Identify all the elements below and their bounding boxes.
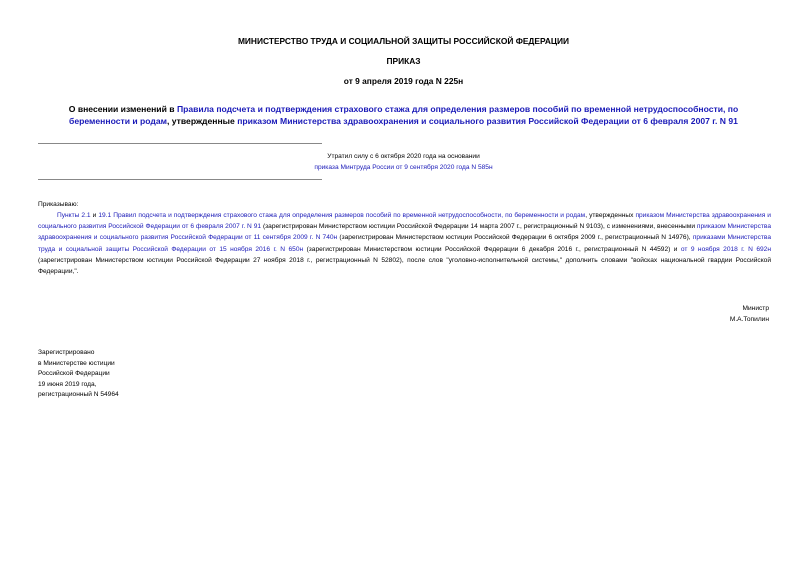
title-prefix: О внесении изменений в	[68, 104, 177, 114]
text-and: и	[90, 212, 99, 219]
text-registration-1: (зарегистрирован Министерством юстиции Российской Федерации 14 марта 2007 г., регистрационный N 9103), с изменениями, внесенными	[261, 223, 697, 231]
document-type: ПРИКАЗ	[386, 56, 421, 66]
link-point-2-1[interactable]: Пункты 2.1	[57, 212, 91, 219]
signature-name: М.А.Топилин	[729, 315, 769, 323]
lost-force-link[interactable]: приказа Минтруда России от 9 сентября 2020 года N 585н	[314, 164, 493, 171]
divider-top	[38, 143, 322, 144]
document-title	[40, 103, 767, 127]
link-point-19-1[interactable]: 19.1	[98, 212, 112, 219]
lost-force-note	[250, 151, 557, 173]
registration-line-4: 19 июня 2019 года,	[38, 380, 97, 388]
order-paragraph	[38, 210, 771, 277]
signature-block	[560, 304, 769, 325]
order-label: Приказываю:	[38, 201, 79, 208]
title-mid: , утвержденные	[167, 116, 238, 126]
title-link-rules[interactable]: Правила подсчета и подтверждения страхового стажа для определения размеров пособий по временной нетрудоспособности, по беременности и родам	[69, 104, 739, 126]
text-registration-2: (зарегистрирован Министерством юстиции Российской Федерации 6 октября 2009 г., регистрационный N 14976),	[337, 234, 693, 242]
text-registration-3: (зарегистрирован Министерством юстиции Российской Федерации 6 декабря 2016 г., регистрационный N 44592) и	[303, 245, 681, 253]
signature-position: Министр	[742, 305, 769, 312]
divider-bottom	[38, 179, 322, 180]
link-order-91[interactable]: приказом Министерства здравоохранения и социального развития Российской Федерации от 6 февраля 2007 г. N 91	[38, 212, 771, 231]
link-rules[interactable]: Правил подсчета и подтверждения страхового стажа для определения размеров пособий по временной нетрудоспособности, по беременности и родам	[111, 212, 586, 219]
ministry-heading: МИНИСТЕРСТВО ТРУДА И СОЦИАЛЬНОЙ ЗАЩИТЫ РОССИЙСКОЙ ФЕДЕРАЦИИ	[237, 36, 570, 46]
document-date-number: от 9 апреля 2019 года N 225н	[343, 76, 464, 86]
registration-line-2: в Министерстве юстиции	[38, 359, 115, 367]
link-order-650n[interactable]: приказами Министерства труда и социальной защиты Российской Федерации от 15 ноября 2016 г. N 650н	[38, 234, 772, 253]
title-link-order-91[interactable]: приказом Министерства здравоохранения и социального развития Российской Федерации от 6 февраля 2007 г. N 91	[237, 116, 738, 126]
text-registration-4: (зарегистрирован Министерством юстиции Российской Федерации 27 ноября 2018 г., регистрационный N 52802), после слов "уголовно-исполнительной системы," дополнить словами "войсках национальной гвардии Российской Федерации,".	[38, 256, 771, 276]
registration-line-5: регистрационный N 54964	[38, 391, 119, 398]
registration-line-3: Российской Федерации	[38, 370, 110, 377]
text-approved: , утвержденных	[585, 212, 636, 219]
link-order-740n[interactable]: приказом Министерства здравоохранения и социального развития Российской Федерации от 11 сентября 2009 г. N 740н	[38, 223, 771, 242]
link-order-692n[interactable]: от 9 ноября 2018 г. N 692н	[680, 245, 771, 253]
registration-block	[38, 348, 238, 401]
lost-force-text: Утратил силу с 6 октября 2020 года на основании	[327, 153, 480, 160]
registration-line-1: Зарегистрировано	[38, 349, 95, 356]
